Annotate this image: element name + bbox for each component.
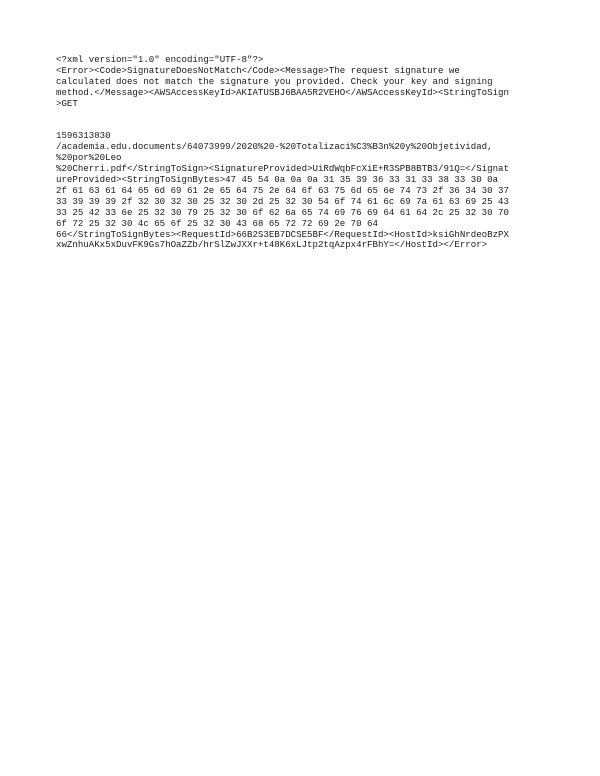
xml-line: 33 25 42 33 6e 25 32 30 79 25 32 30 6f 62 6a 65 74 69 76 69 64 61 64 2c 25 32 30 70 bbox=[56, 206, 509, 218]
xml-line: 66</StringToSignBytes><RequestId>66B2S3EB7DCSE5BF</RequestId><HostId>ksiGhNrdeoBzPX bbox=[56, 228, 509, 240]
xml-line: xwZnhuAKx5xDuvFK9Gs7hOaZZb/hrSlZwJXXr+t48K6xLJtp2tqAzpx4rFBhY=</HostId></Error> bbox=[56, 239, 488, 251]
xml-line: 6f 72 25 32 30 4c 65 6f 25 32 30 43 68 65 72 72 69 2e 70 64 bbox=[56, 217, 378, 229]
xml-line: method.</Message><AWSAccessKeyId>AKIATUSBJ6BAA5R2VEHO</AWSAccessKeyId><StringToSign bbox=[56, 86, 509, 98]
xml-line: /academia.edu.documents/64073999/2020%20-%20Totalizaci%C3%B3n%20y%20Objetividad, bbox=[56, 141, 493, 153]
xml-line: <?xml version="1.0" encoding="UTF-8"?> bbox=[56, 54, 264, 65]
xml-line: 1596313830 bbox=[56, 130, 111, 142]
xml-line: 2f 61 63 61 64 65 6d 69 61 2e 65 64 75 2e 64 6f 63 75 6d 65 6e 74 73 2f 36 34 30 37 bbox=[56, 184, 509, 196]
xml-error-response bbox=[56, 55, 556, 251]
xml-line: ureProvided><StringToSignBytes>47 45 54 0a 0a 0a 31 35 39 36 33 31 33 38 33 30 0a bbox=[56, 173, 499, 185]
xml-line: calculated does not match the signature you provided. Check your key and signing bbox=[56, 75, 493, 87]
xml-line: >GET bbox=[56, 97, 78, 109]
xml-line: 33 39 39 39 2f 32 30 32 30 25 32 30 2d 25 32 30 54 6f 74 61 6c 69 7a 61 63 69 25 43 bbox=[56, 195, 509, 207]
xml-line: %20Cherri.pdf</StringToSign><SignatureProvided>UiRdWqbFcXiE+R3SPB8BTB3/91Q=</Signat bbox=[56, 163, 509, 175]
xml-line: %20por%20Leo bbox=[56, 152, 122, 164]
xml-line: <Error><Code>SignatureDoesNotMatch</Code><Message>The request signature we bbox=[56, 64, 460, 76]
